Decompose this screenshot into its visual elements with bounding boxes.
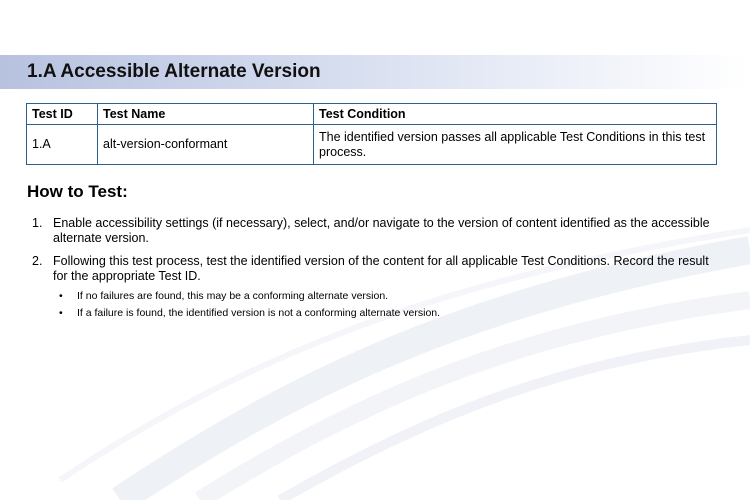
step-number: 1. <box>32 216 43 230</box>
table-header-row <box>27 104 717 125</box>
step-number: 2. <box>32 254 43 268</box>
steps-list <box>27 216 717 328</box>
cell-test-id: 1.A <box>27 125 98 165</box>
header-test-name: Test Name <box>98 104 314 125</box>
header-test-condition: Test Condition <box>314 104 717 125</box>
test-table <box>26 103 717 165</box>
table-row <box>27 125 717 165</box>
step-item <box>27 254 717 320</box>
sub-bullet-item <box>53 307 717 320</box>
sub-bullet-list <box>53 290 717 320</box>
bullet-icon: • <box>59 307 63 319</box>
sub-bullet-item <box>53 290 717 303</box>
step-text: Enable accessibility settings (if necessary), select, and/or navigate to the version of content identified as the accessible alternate version. <box>53 216 710 245</box>
cell-test-condition: The identified version passes all applicable Test Conditions in this test process. <box>314 125 717 165</box>
slide-title: 1.A Accessible Alternate Version <box>27 61 321 82</box>
sub-bullet-text: If no failures are found, this may be a conforming alternate version. <box>77 290 389 302</box>
how-to-test-heading: How to Test: <box>27 182 128 201</box>
step-item <box>27 216 717 246</box>
sub-bullet-text: If a failure is found, the identified version is not a conforming alternate version. <box>77 307 441 319</box>
step-text: Following this test process, test the identified version of the content for all applicable Test Conditions. Record the result for the appropriate Test ID. <box>53 254 709 283</box>
header-test-id: Test ID <box>27 104 98 125</box>
bullet-icon: • <box>59 290 63 302</box>
cell-test-name: alt-version-conformant <box>98 125 314 165</box>
